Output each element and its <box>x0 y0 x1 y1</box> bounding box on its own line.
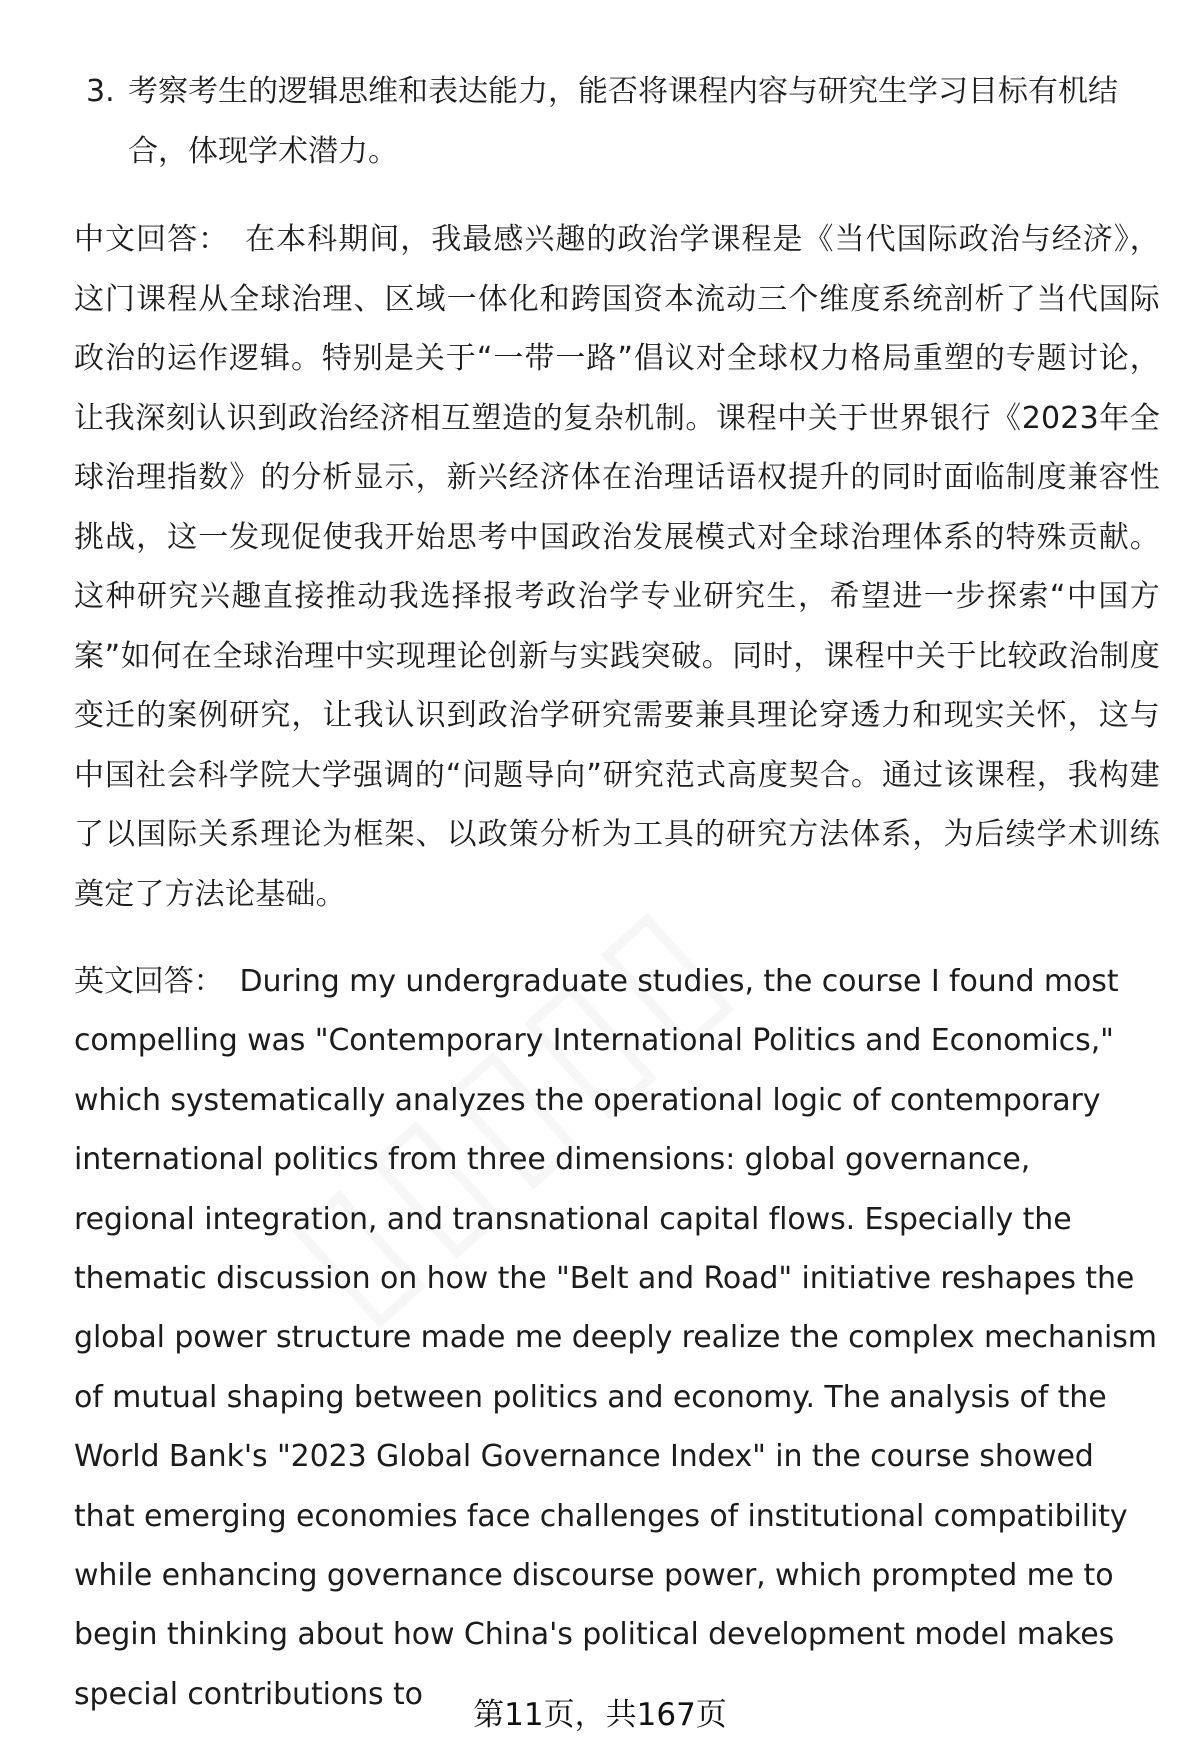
chinese-answer <box>74 210 1160 924</box>
english-answer-text: During my undergraduate studies, the course I found most compelling was "Contemporary International Politics and Economics," which systematically analyzes the operational logic of contemporary international politics from three dimensions: global governance, regional integration, and transnational capital flows. Especially the thematic discussion on how the "Belt and Road" initiative reshapes the global power structure made me deeply realize the complex mechanism of mutual shaping between politics and economy. The analysis of the World Bank's "2023 Global Governance Index" in the course showed that emerging economies face challenges of institutional compatibility while enhancing governance discourse power, which prompted me to begin thinking about how China's political development model makes special contributions to <box>74 964 1157 1712</box>
list-item <box>74 62 1160 182</box>
english-answer <box>74 952 1160 1724</box>
document-content <box>74 62 1160 1724</box>
list-number: 3. <box>86 74 115 109</box>
chinese-answer-text: 在本科期间，我最感兴趣的政治学课程是《当代国际政治与经济》，这门课程从全球治理、区域一体化和跨国资本流动三个维度系统剖析了当代国际政治的运作逻辑。特别是关于“一带一路”倡议对全球权力格局重塑的专题讨论，让我深刻认识到政治经济相互塑造的复杂机制。课程中关于世界银行《2023年全球治理指数》的分析显示，新兴经济体在治理话语权提升的同时面临制度兼容性挑战，这一发现促使我开始思考中国政治发展模式对全球治理体系的特殊贡献。这种研究兴趣直接推动我选择报考政治学专业研究生，希望进一步探索“中国方案”如何在全球治理中实现理论创新与实践突破。同时，课程中关于比较政治制度变迁的案例研究，让我认识到政治学研究需要兼具理论穿透力和现实关怀，这与中国社会科学院大学强调的“问题导向”研究范式高度契合。通过该课程，我构建了以国际关系理论为框架、以政策分析为工具的研究方法体系，为后续学术训练奠定了方法论基础。 <box>74 222 1161 912</box>
list-item-text: 考察考生的逻辑思维和表达能力，能否将课程内容与研究生学习目标有机结合，体现学术潜力。 <box>128 74 1118 169</box>
chinese-answer-label: 中文回答： <box>74 222 230 257</box>
english-answer-label: 英文回答： <box>74 964 224 999</box>
page-number: 第11页，共167页 <box>473 1697 727 1733</box>
